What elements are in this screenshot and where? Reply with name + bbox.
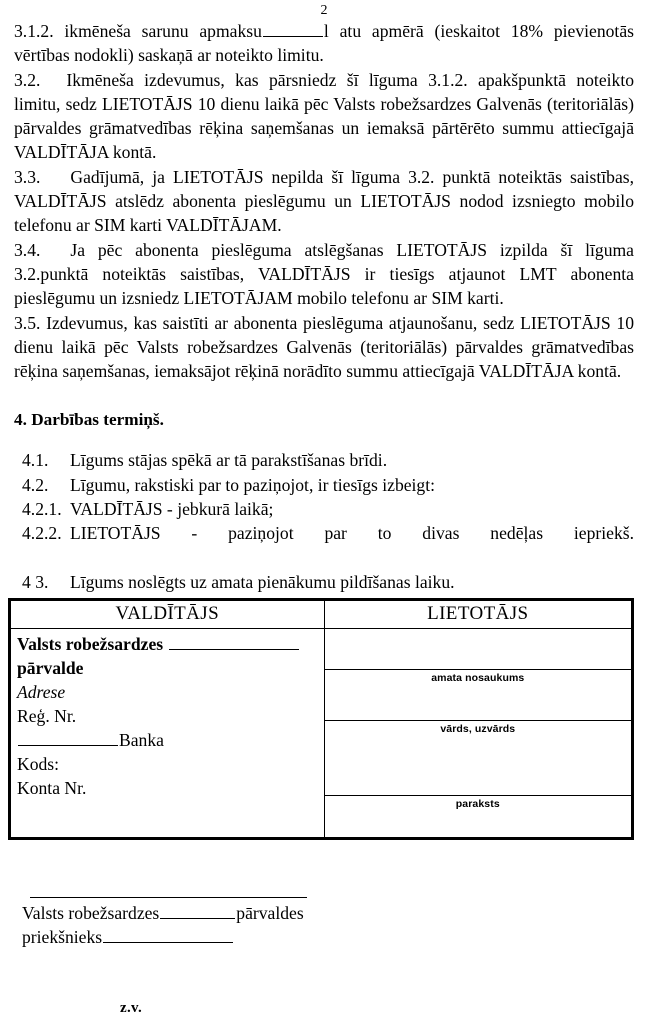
clause-3-4 (14, 238, 634, 311)
bank-label: Banka (119, 730, 164, 751)
footer-org-suffix: pārvaldes (236, 903, 304, 924)
konta-nr-label: Konta Nr. (17, 778, 87, 799)
item-number: 4.2.1. (22, 499, 62, 520)
clause-number-3-3: 3.3. (14, 166, 41, 187)
label-vards-uzvards: vārds, uzvārds (440, 723, 516, 736)
item-text: Līgums stājas spēkā ar tā parakstīšanas brīdi. (70, 450, 388, 471)
table-body-row (11, 629, 632, 838)
item-text: LIETOTĀJS - paziņojot par to divas nedēļas iepriekš. (70, 523, 634, 544)
section-4-heading: 4. Darbības termiņš. (14, 410, 164, 430)
fill-in-blank-footer-region[interactable] (160, 902, 235, 919)
clause-text-3-3: Gadījumā, ja LIETOTĀJS nepilda šī līguma 3.2. punktā noteiktās saistības, VALDĪTĀJS atslēdz abonenta pieslēgumu un LIETOTĀJS nodod izsniegto mobilo telefonu ar SIM karti VALDĪTĀJAM. (14, 166, 634, 236)
reg-nr-label: Reģ. Nr. (17, 706, 77, 727)
clause-text-3-5: Izdevumus, kas saistīti ar abonenta pieslēguma atjaunošanu, sedz LIETOTĀJS 10 dienu laikā pēc Valsts robežsardzes Galvenās (teritoriālās) pārvaldes grāmatvedības rēķina saņemšanas, iemaksājot rēķinā norādīto summu attiecīgajā VALDĪTĀJA kontā. (14, 312, 634, 382)
signature-field-name-input[interactable] (325, 670, 631, 721)
item-number: 4.1. (22, 450, 49, 471)
fill-in-blank-amount[interactable] (263, 20, 323, 37)
clause-3-3 (14, 165, 634, 238)
org-suffix: pārvalde (17, 658, 84, 679)
header-lietotajs: LIETOTĀJS (324, 601, 631, 629)
table-header-row (11, 601, 632, 629)
clause-text-3-4: Ja pēc abonenta pieslēguma atslēgšanas LIETOTĀJS izpilda šī līguma 3.2.punktā noteiktās saistības, VALDĪTĀJS ir tiesīgs atjaunot LMT abonenta pieslēgumu un izsniedz LIETOTĀJAM mobilo telefonu ar SIM karti. (14, 239, 634, 309)
item-number: 4.2. (22, 474, 49, 495)
fill-in-blank-org-region[interactable] (169, 633, 299, 650)
list-item (14, 521, 634, 570)
fill-in-blank-bank[interactable] (18, 729, 118, 746)
section-4-items (14, 448, 634, 594)
list-item (14, 473, 634, 497)
clauses-block (14, 19, 634, 383)
footer-org-prefix: Valsts robežsardzes (22, 903, 160, 924)
footer-block (14, 897, 634, 1020)
item-text: Līgumu, rakstiski par to paziņojot, ir tiesīgs izbeigt: (70, 474, 436, 495)
header-valditajs: VALDĪTĀJS (11, 601, 325, 629)
item-number: 4.2.2. (22, 523, 62, 544)
item-number: 4 3. (22, 571, 49, 592)
cell-lietotajs-details (324, 629, 631, 838)
clause-3-1-2 (14, 19, 634, 68)
signature-field-bottom[interactable] (325, 796, 631, 834)
clause-number-3-1-2: 3.1.2. (14, 21, 54, 41)
cell-valditajs-details (11, 629, 325, 838)
list-item (14, 497, 634, 521)
item-text: Līgums noslēgts uz amata pienākumu pildīšanas laiku. (70, 571, 455, 592)
footer-line-1 (22, 901, 634, 925)
clause-3-5 (14, 311, 634, 384)
footer-title: priekšnieks (22, 927, 103, 948)
clause-text-before-blank: ikmēneša sarunu apmaksu (64, 21, 262, 41)
clause-number-3-2: 3.2. (14, 69, 41, 90)
signature-rule (30, 897, 307, 898)
item-text: VALDĪTĀJS - jebkurā laikā; (70, 499, 274, 520)
list-item (14, 570, 634, 594)
org-name: Valsts robežsardzes (17, 634, 164, 655)
seal-marker: z.v. (120, 1000, 143, 1017)
clause-3-2 (14, 68, 634, 165)
signature-table (8, 598, 634, 840)
address-label: Adrese (17, 682, 66, 703)
clause-text-after-blank: l atu apmērā (ieskaitot 18% pievienotās vērtības nodokli) saskaņā ar noteikto limitu. (14, 21, 634, 66)
page-number: 2 (320, 3, 328, 18)
clause-number-3-4: 3.4. (14, 239, 41, 260)
bank-line (17, 728, 324, 752)
clause-text-3-2: Ikmēneša izdevumus, kas pārsniedz šī līguma 3.1.2. apakšpunktā noteikto limitu, sedz LIETOTĀJS 10 dienu laikā pēc Valsts robežsardzes Galvenās (teritoriālās) pārvaldes grāmatvedības rēķina saņemšanas un iemaksā pārtērēto summu attiecīgajā VALDĪTĀJA kontā. (14, 69, 634, 163)
signature-field-sign-input[interactable] (325, 721, 631, 796)
footer-line-2 (22, 925, 634, 949)
list-item (14, 448, 634, 472)
kods-label: Kods: (17, 754, 60, 775)
fill-in-blank-footer-name[interactable] (103, 926, 233, 943)
org-name-line (17, 632, 324, 656)
signature-field-position-input[interactable] (325, 629, 631, 670)
label-paraksts: paraksts (455, 798, 500, 811)
label-amata-nosaukums: amata nosaukums (431, 672, 525, 685)
clause-number-3-5: 3.5. (14, 312, 41, 333)
